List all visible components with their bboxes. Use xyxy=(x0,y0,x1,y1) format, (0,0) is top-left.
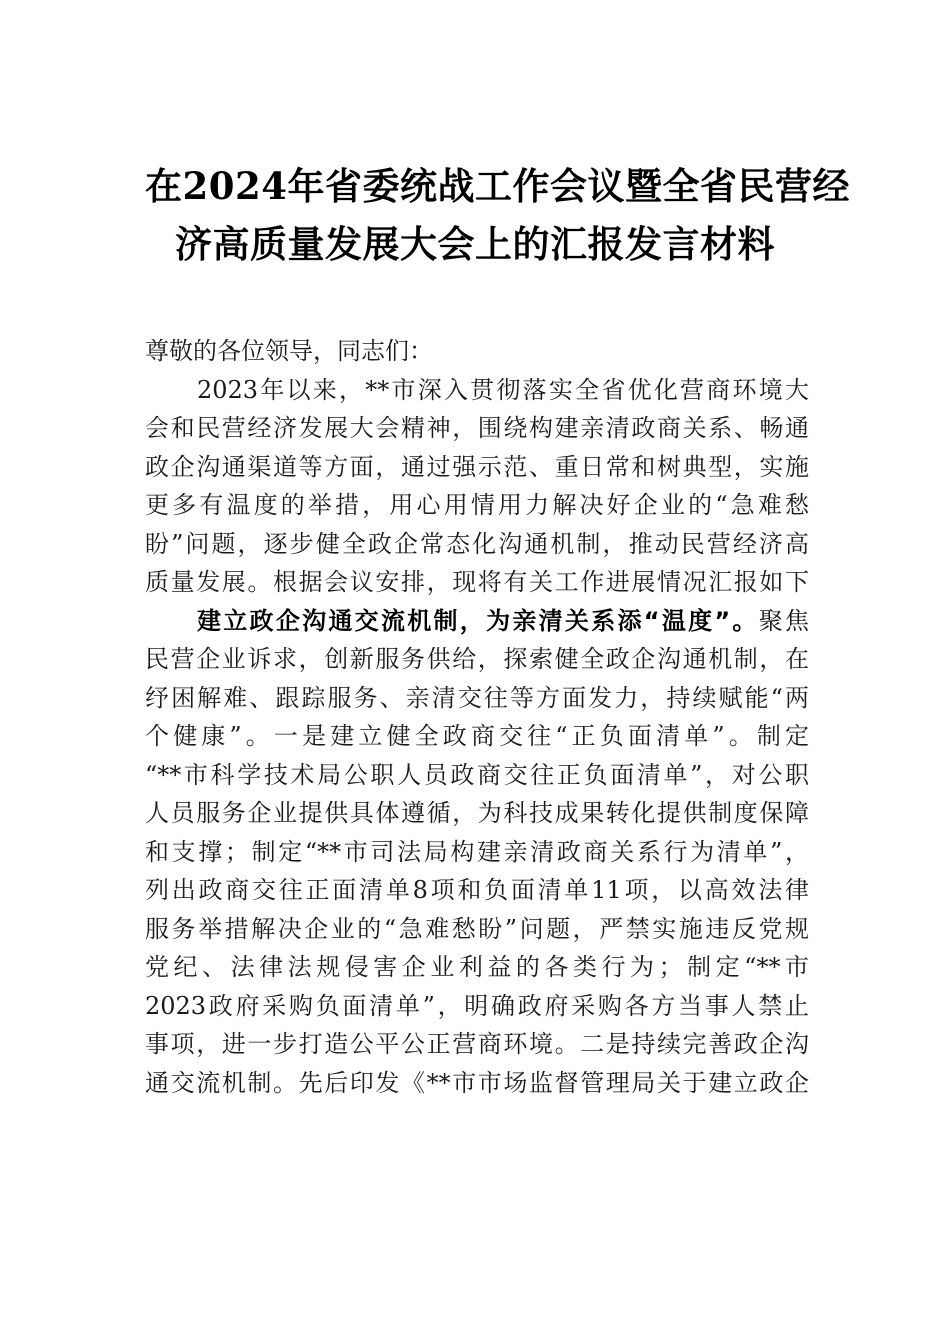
document-title xyxy=(145,157,850,273)
paragraph-line: 服务举措解决企业的“急难愁盼”问题，严禁实施违反党规 xyxy=(145,914,809,943)
paragraph-line: 纾困解难、跟踪服务、亲清交往等方面发力，持续赋能“两 xyxy=(145,683,809,712)
paragraph-line: 2023年以来，**市深入贯彻落实全省优化营商环境大 xyxy=(197,375,809,404)
paragraph-line: 盼”问题，逐步健全政企常态化沟通机制，推动民营经济高 xyxy=(145,529,809,558)
paragraph-line: 和支撑；制定“**市司法局构建亲清政商关系行为清单”， xyxy=(145,837,809,866)
paragraph-line: 更多有温度的举措，用心用情用力解决好企业的“急难愁 xyxy=(145,491,809,519)
paragraph-line: 政企沟通渠道等方面，通过强示范、重日常和树典型，实施 xyxy=(145,452,809,481)
document-body xyxy=(145,332,809,1102)
section-heading: 建立政企沟通交流机制，为亲清关系添“温度”。 xyxy=(197,606,759,635)
title-line-2: 济高质量发展大会上的汇报发言材料 xyxy=(175,222,775,266)
salutation: 尊敬的各位领导，同志们： xyxy=(145,337,433,365)
paragraph-line: 人员服务企业提供具体遵循，为科技成果转化提供制度保障 xyxy=(145,799,809,827)
paragraph-line: 质量发展。根据会议安排，现将有关工作进展情况汇报如下 xyxy=(145,568,809,596)
paragraph-line: “**市科学技术局公职人员政商交往正负面清单”，对公职 xyxy=(145,760,809,789)
section-heading-line xyxy=(145,602,809,641)
title-line-1: 在2024年省委统战工作会议暨全省民营经 xyxy=(145,164,850,208)
paragraph-line: 党纪、法律法规侵害企业利益的各类行为；制定“**市 xyxy=(145,953,809,981)
section-heading-continuation: 聚焦 xyxy=(758,606,809,635)
paragraph-line: 列出政商交往正面清单8项和负面清单11项，以高效法律 xyxy=(145,876,809,904)
paragraph-line: 2023政府采购负面清单”，明确政府采购各方当事人禁止 xyxy=(145,991,809,1020)
paragraph-line: 事项，进一步打造公平公正营商环境。二是持续完善政企沟 xyxy=(145,1030,809,1058)
paragraph-line: 个健康”。一是建立健全政商交往“正负面清单”。制定 xyxy=(145,722,809,750)
paragraph-line: 民营企业诉求，创新服务供给，探索健全政企沟通机制，在 xyxy=(145,645,809,673)
paragraph-line: 会和民营经济发展大会精神，围绕构建亲清政商关系、畅通 xyxy=(145,414,809,442)
paragraph-line: 通交流机制。先后印发《**市市场监督管理局关于建立政企 xyxy=(145,1068,809,1097)
